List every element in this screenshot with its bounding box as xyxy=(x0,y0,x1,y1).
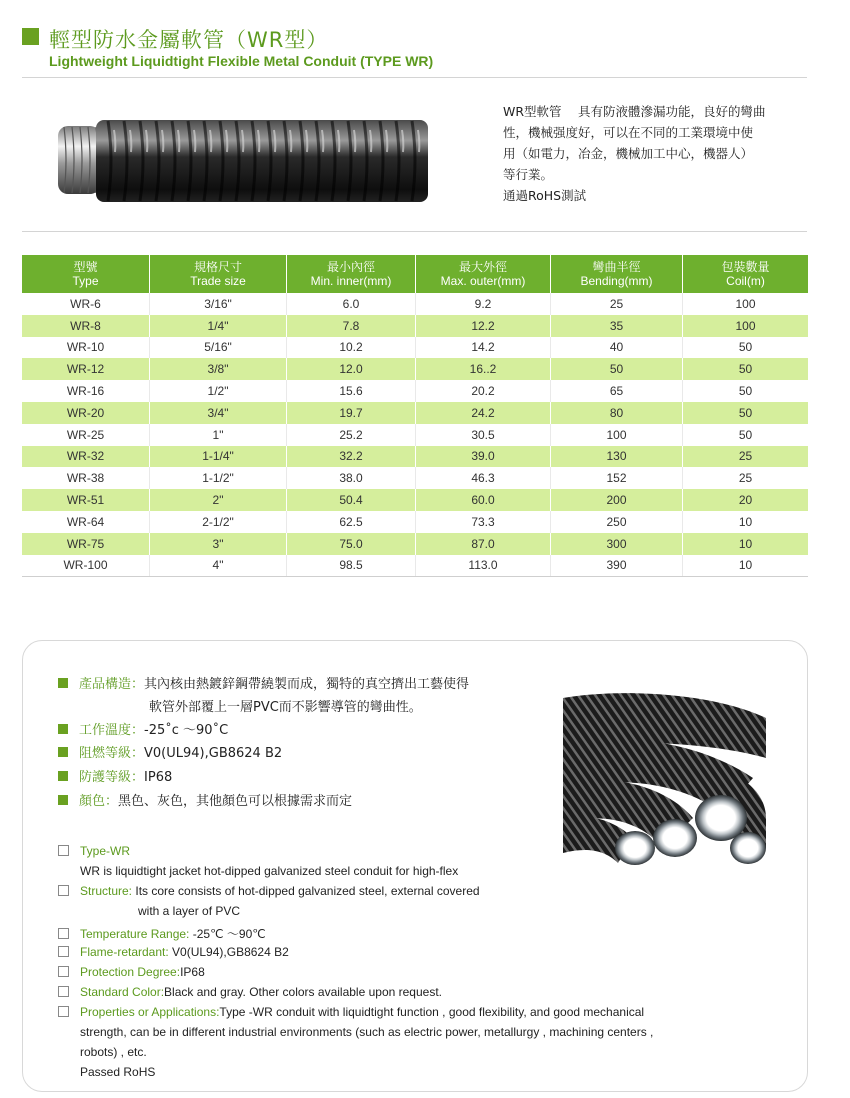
table-cell: 35 xyxy=(551,315,683,337)
page-title-en: Lightweight Liquidtight Flexible Metal Conduit (TYPE WR) xyxy=(49,53,434,69)
table-cell: WR-20 xyxy=(22,402,150,424)
feature-text: -25℃ ～90℃ xyxy=(192,927,266,941)
green-square-icon xyxy=(58,678,68,688)
description-line: 通過RoHS測試 xyxy=(503,188,587,203)
en-applications-cont xyxy=(80,1025,653,1039)
column-header xyxy=(287,255,416,293)
column-header-cn: 規格尺寸 xyxy=(193,260,242,274)
table-cell: 20 xyxy=(683,489,809,511)
table-cell: 200 xyxy=(551,489,683,511)
column-header xyxy=(150,255,287,293)
feature-text: V0(UL94),GB8624 B2 xyxy=(172,945,289,959)
description-line: 性，機械强度好，可以在不同的工業環境中使 xyxy=(503,125,754,140)
table-cell: 87.0 xyxy=(416,533,551,555)
table-cell: 60.0 xyxy=(416,489,551,511)
feature-label: 阻燃等級： xyxy=(79,746,145,761)
column-header-cn: 最大外徑 xyxy=(458,260,507,274)
table-cell: 1" xyxy=(150,424,287,446)
description-line: 用（如電力，冶金，機械加工中心，機器人） xyxy=(503,146,754,161)
feature-text: IP68 xyxy=(144,770,173,785)
empty-checkbox-icon xyxy=(58,946,69,957)
table-cell: 98.5 xyxy=(287,555,416,577)
feature-label: Standard Color: xyxy=(80,985,165,999)
column-header-cn: 型號 xyxy=(73,260,98,274)
column-header-cn: 包裝數量 xyxy=(721,260,770,274)
table-cell: 25 xyxy=(738,471,753,486)
table-cell: 50.4 xyxy=(287,489,416,511)
table-cell: 38.0 xyxy=(287,467,416,489)
table-cell: 12.2 xyxy=(416,315,551,337)
feature-protection xyxy=(58,766,172,785)
column-header xyxy=(22,255,150,293)
table-cell: 2-1/2" xyxy=(150,511,287,533)
feature-flame xyxy=(58,742,282,761)
table-cell: 62.5 xyxy=(287,511,416,533)
feature-label: Properties or Applications: xyxy=(80,1005,220,1019)
table-cell: 1/2" xyxy=(150,380,287,402)
table-cell: WR-38 xyxy=(22,467,150,489)
table-cell: WR-16 xyxy=(22,380,150,402)
table-cell: 100 xyxy=(735,296,756,311)
feature-color xyxy=(58,790,352,809)
table-cell: 100 xyxy=(551,424,683,446)
table-cell: 12.0 xyxy=(287,358,416,380)
table-cell: 16..2 xyxy=(416,358,551,380)
table-cell: 4" xyxy=(150,555,287,577)
table-row xyxy=(22,489,808,511)
en-flame xyxy=(58,945,289,959)
column-header xyxy=(683,255,809,293)
table-cell: 25.2 xyxy=(287,424,416,446)
feature-label: Structure: xyxy=(80,884,136,898)
feature-text: robots) , etc. xyxy=(80,1045,147,1059)
feature-label: 產品構造： xyxy=(79,677,145,692)
feature-structure-cont xyxy=(149,696,422,715)
table-cell: 50 xyxy=(683,358,809,380)
table-row xyxy=(22,402,808,424)
feature-label: 顏色： xyxy=(79,794,119,809)
table-cell: 5/16" xyxy=(150,337,287,359)
empty-checkbox-icon xyxy=(58,986,69,997)
table-cell: 3/4" xyxy=(150,402,287,424)
feature-temperature xyxy=(58,719,228,738)
empty-checkbox-icon xyxy=(58,966,69,977)
table-row xyxy=(22,315,808,337)
table-cell: 50 xyxy=(683,402,809,424)
table-cell: 10 xyxy=(683,533,809,555)
en-temperature xyxy=(58,925,266,942)
divider xyxy=(22,231,807,232)
table-cell: 20.2 xyxy=(416,380,551,402)
feature-text: Black and gray. Other colors available upon request. xyxy=(164,985,442,999)
en-structure xyxy=(58,884,480,898)
table-cell: WR-6 xyxy=(22,293,150,315)
product-description xyxy=(503,101,793,206)
column-header-en: Type xyxy=(72,274,99,288)
table-cell: 25 xyxy=(551,293,683,315)
table-row xyxy=(22,467,808,489)
table-cell: 3/16" xyxy=(150,293,287,315)
table-cell: 300 xyxy=(551,533,683,555)
green-square-icon xyxy=(58,795,68,805)
divider xyxy=(22,77,807,78)
feature-label: Protection Degree: xyxy=(80,965,181,979)
table-cell: 14.2 xyxy=(416,337,551,359)
table-cell: 1-1/4" xyxy=(150,446,287,468)
feature-text: V0(UL94),GB8624 B2 xyxy=(144,746,283,761)
feature-text: WR is liquidtight jacket hot-dipped galvanized steel conduit for high-flex xyxy=(80,864,459,878)
table-cell: 113.0 xyxy=(416,555,551,577)
table-cell: 390 xyxy=(551,555,683,577)
column-header-en: Coil(m) xyxy=(726,274,765,288)
table-header-row xyxy=(22,255,808,293)
en-applications xyxy=(58,1005,644,1019)
table-cell: 75.0 xyxy=(287,533,416,555)
table-cell: 32.2 xyxy=(287,446,416,468)
column-header-cn: 彎曲半徑 xyxy=(592,260,641,274)
table-cell: 250 xyxy=(551,511,683,533)
en-applications-cont xyxy=(80,1045,147,1059)
column-header-en: Max. outer(mm) xyxy=(440,274,526,288)
table-cell: 15.6 xyxy=(287,380,416,402)
table-cell: 80 xyxy=(551,402,683,424)
feature-text: strength, can be in different industrial environments (such as electric power, metallurgy , machining centers , xyxy=(80,1025,654,1039)
en-type xyxy=(58,844,130,858)
feature-text: 其內核由熱鍍鋅鋼帶繞製而成，獨特的真空擠出工藝使得 xyxy=(144,677,470,692)
feature-text: Type -WR conduit with liquidtight function , good flexibility, and good mechanical xyxy=(219,1005,645,1019)
table-cell: 100 xyxy=(683,315,809,337)
column-header-en: Bending(mm) xyxy=(580,274,653,288)
feature-text: -25˚c ～90˚C xyxy=(144,723,229,738)
table-cell: WR-75 xyxy=(22,533,150,555)
table-cell: 1/4" xyxy=(150,315,287,337)
table-cell: 24.2 xyxy=(416,402,551,424)
table-row xyxy=(22,358,808,380)
table-cell: 10.2 xyxy=(287,337,416,359)
empty-checkbox-icon xyxy=(58,928,69,939)
feature-text: IP68 xyxy=(180,965,205,979)
table-cell: 30.5 xyxy=(416,424,551,446)
feature-text: with a layer of PVC xyxy=(138,904,241,918)
en-rohs xyxy=(80,1065,155,1079)
table-cell: 3/8" xyxy=(150,358,287,380)
table-row xyxy=(22,337,808,359)
table-cell: WR-32 xyxy=(22,446,150,468)
table-row xyxy=(22,380,808,402)
conduit-product-image xyxy=(58,112,433,210)
feature-label: Type-WR xyxy=(80,844,131,858)
empty-checkbox-icon xyxy=(58,1006,69,1017)
column-header-cn: 最小內徑 xyxy=(326,260,375,274)
table-cell: 46.3 xyxy=(416,467,551,489)
table-cell: WR-12 xyxy=(22,358,150,380)
feature-label: 工作溫度： xyxy=(79,723,145,738)
table-cell: 73.3 xyxy=(416,511,551,533)
description-line: 等行業。 xyxy=(503,167,554,182)
table-cell: 130 xyxy=(551,446,683,468)
table-cell: 6.0 xyxy=(287,293,416,315)
table-cell: WR-10 xyxy=(22,337,150,359)
table-row xyxy=(22,293,808,315)
column-header xyxy=(551,255,683,293)
table-cell: 3" xyxy=(150,533,287,555)
table-cell: 40 xyxy=(551,337,683,359)
table-row xyxy=(22,446,808,468)
table-cell: WR-100 xyxy=(22,555,150,577)
table-row xyxy=(22,424,808,446)
table-cell: 65 xyxy=(551,380,683,402)
feature-label: Flame-retardant: xyxy=(80,945,173,959)
table-cell: 7.8 xyxy=(287,315,416,337)
table-cell: 50 xyxy=(738,384,753,399)
table-row xyxy=(22,555,808,577)
table-cell: 2" xyxy=(150,489,287,511)
page-title-cn: 輕型防水金屬軟管（WR型） xyxy=(49,28,329,52)
table-cell: WR-25 xyxy=(22,424,150,446)
column-header-en: Min. inner(mm) xyxy=(310,274,392,288)
table-cell: WR-8 xyxy=(22,315,150,337)
en-color xyxy=(58,985,442,999)
table-cell: 50 xyxy=(738,340,753,355)
feature-text: Its core consists of hot-dipped galvanized steel, external covered xyxy=(135,884,480,898)
column-header xyxy=(416,255,551,293)
feature-text: 軟管外部覆上一層PVC而不影響導管的彎曲性。 xyxy=(149,700,422,715)
en-type-desc xyxy=(80,864,458,878)
en-structure-cont xyxy=(138,904,240,918)
feature-label: Temperature Range: xyxy=(80,927,193,941)
green-square-icon xyxy=(58,747,68,757)
green-square-icon xyxy=(58,724,68,734)
spec-table xyxy=(22,255,808,577)
description-line: WR型軟管 具有防液體滲漏功能，良好的彎曲 xyxy=(503,104,766,119)
table-cell: 50 xyxy=(738,427,753,442)
feature-text: 黑色、灰色，其他顏色可以根據需求而定 xyxy=(118,794,353,809)
table-cell: 152 xyxy=(551,467,683,489)
table-cell: 10 xyxy=(683,555,809,577)
green-square-icon xyxy=(58,771,68,781)
feature-label: 防護等級： xyxy=(79,770,145,785)
empty-checkbox-icon xyxy=(58,845,69,856)
en-protection xyxy=(58,965,205,979)
table-cell: 50 xyxy=(551,358,683,380)
table-cell: 19.7 xyxy=(287,402,416,424)
table-cell: 25 xyxy=(683,446,809,468)
table-cell: 39.0 xyxy=(416,446,551,468)
table-row xyxy=(22,533,808,555)
table-cell: WR-64 xyxy=(22,511,150,533)
column-header-en: Trade size xyxy=(190,274,246,288)
table-cell: 10 xyxy=(738,514,753,529)
table-cell: WR-51 xyxy=(22,489,150,511)
table-cell: 1-1/2" xyxy=(150,467,287,489)
table-cell: 9.2 xyxy=(416,293,551,315)
empty-checkbox-icon xyxy=(58,885,69,896)
table-row xyxy=(22,511,808,533)
conduit-coil-image xyxy=(563,688,766,874)
feature-text: Passed RoHS xyxy=(80,1065,156,1079)
feature-structure xyxy=(58,673,469,692)
green-square-icon xyxy=(22,28,39,45)
